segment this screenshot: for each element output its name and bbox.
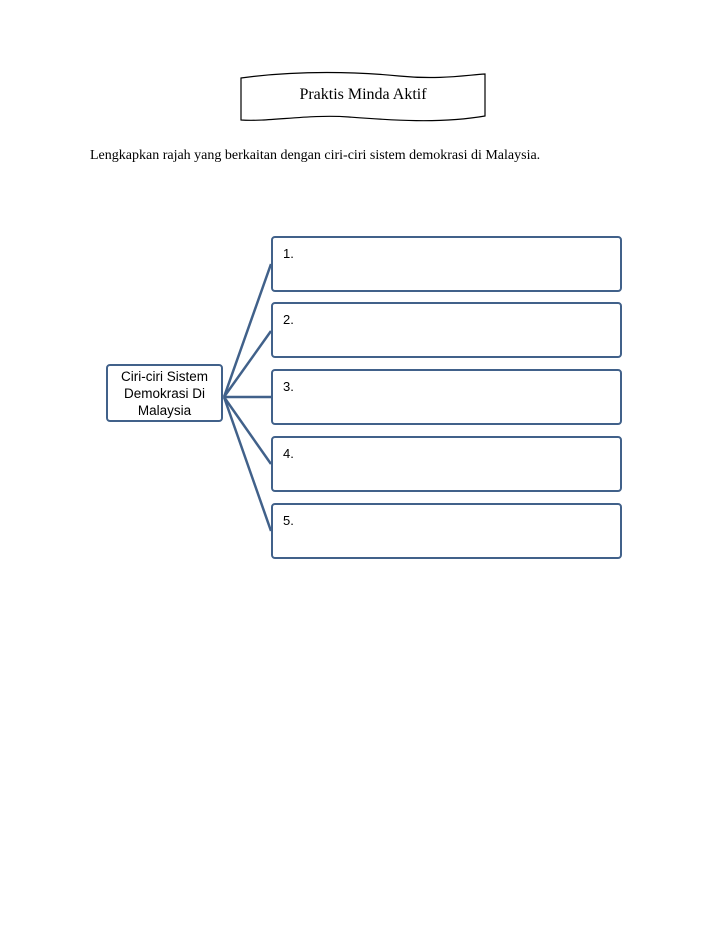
connector-line-2 xyxy=(224,331,271,397)
answer-box-number: 2. xyxy=(283,312,294,327)
connector-line-1 xyxy=(224,264,271,397)
connector-line-4 xyxy=(224,397,271,464)
answer-box-number: 4. xyxy=(283,446,294,461)
answer-box-2[interactable] xyxy=(271,302,622,358)
central-topic-label: Ciri-ciri Sistem Demokrasi Di Malaysia xyxy=(121,368,208,418)
answer-box-3[interactable] xyxy=(271,369,622,425)
answer-box-1[interactable] xyxy=(271,236,622,292)
answer-box-number: 1. xyxy=(283,246,294,261)
answer-box-number: 5. xyxy=(283,513,294,528)
answer-box-4[interactable] xyxy=(271,436,622,492)
instruction-text: Lengkapkan rajah yang berkaitan dengan ciri-ciri sistem demokrasi di Malaysia. xyxy=(90,148,541,163)
connector-line-5 xyxy=(224,397,271,531)
central-topic-box xyxy=(106,364,223,422)
answer-box-number: 3. xyxy=(283,379,294,394)
answer-box-5[interactable] xyxy=(271,503,622,559)
page-title: Praktis Minda Aktif xyxy=(299,86,427,103)
